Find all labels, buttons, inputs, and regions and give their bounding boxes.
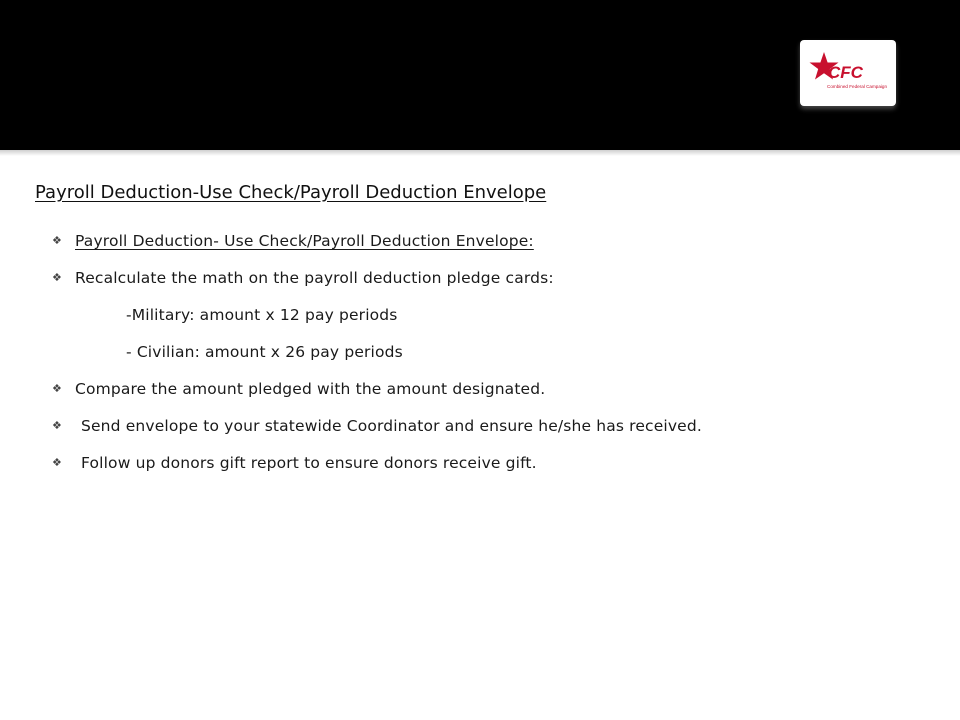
diamond-bullet-icon: ❖ — [52, 234, 63, 247]
bullet-text: Follow up donors gift report to ensure donors receive gift. — [81, 454, 537, 472]
diamond-bullet-icon: ❖ — [52, 456, 63, 469]
diamond-bullet-icon: ❖ — [52, 419, 63, 432]
bullet-item — [52, 226, 932, 263]
sub-item-text: - Civilian: amount x 26 pay periods — [126, 343, 403, 361]
diamond-bullet-icon: ❖ — [52, 271, 63, 284]
diamond-bullet-icon: ❖ — [52, 382, 63, 395]
bullet-list — [52, 226, 932, 485]
header-divider — [0, 150, 960, 156]
cfc-logo — [800, 40, 896, 106]
bullet-item — [52, 374, 932, 411]
slide-title: Payroll Deduction-Use Check/Payroll Deduction Envelope — [35, 182, 547, 203]
sub-item-text: -Military: amount x 12 pay periods — [126, 306, 398, 324]
sub-item — [52, 300, 932, 337]
bullet-item — [52, 263, 932, 300]
bullet-text: Recalculate the math on the payroll deduction pledge cards: — [75, 269, 554, 287]
bullet-item — [52, 411, 932, 448]
cfc-star-logo-icon — [800, 40, 896, 106]
logo-wordmark: CFC — [828, 63, 863, 82]
bullet-text: Send envelope to your statewide Coordinator and ensure he/she has received. — [81, 417, 702, 435]
bullet-item — [52, 448, 932, 485]
logo-tagline: Combined Federal Campaign — [827, 84, 888, 89]
bullet-text: Compare the amount pledged with the amount designated. — [75, 380, 546, 398]
sub-item — [52, 337, 932, 374]
bullet-text: Payroll Deduction- Use Check/Payroll Deduction Envelope: — [75, 232, 534, 250]
